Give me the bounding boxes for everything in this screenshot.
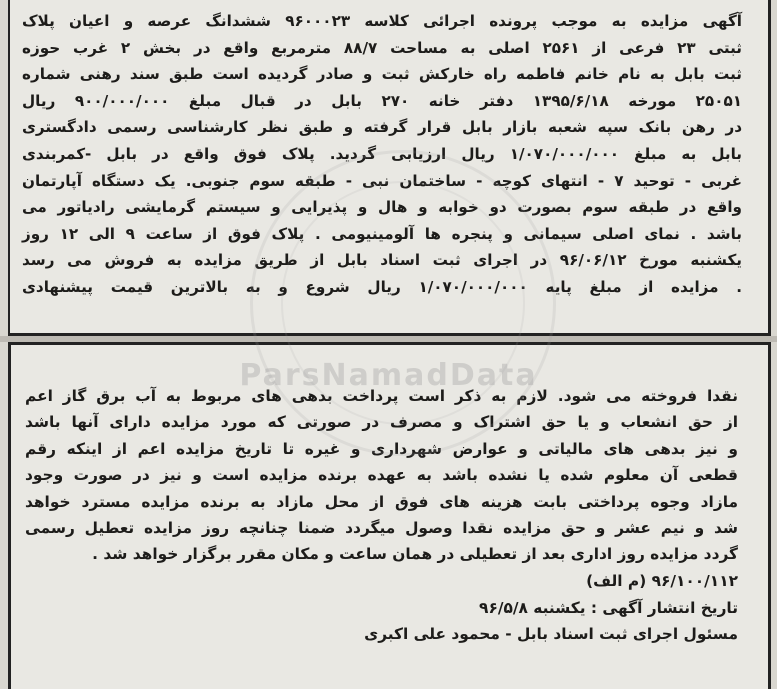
text-line: شد و نیم عشر و حق مزایده نقدا وصول میگردد ضمنا چنانچه روز مزایده تعطیل رسمی bbox=[25, 519, 738, 538]
text-line: و نیز بدهی های مالیاتی و عوارض شهرداری و غیره تا تاریخ مزایده اعم از اینکه رقم bbox=[25, 439, 738, 458]
text-line: . مزایده از مبلغ پایه ۱/۰۷۰/۰۰۰/۰۰۰ ریال شروع و به بالاترین قیمت پیشنهادی bbox=[22, 277, 743, 296]
reference-number: ۹۶/۱۰۰/۱۱۲ (م الف) bbox=[586, 571, 738, 590]
text-line: در رهن بانک سپه شعبه بازار بابل قرار گرفته و طبق نظر کارشناسی رسمی دادگستری bbox=[22, 118, 742, 137]
watermark-text: ParsNamadData bbox=[239, 358, 538, 393]
auction-notice-part-2 bbox=[8, 342, 771, 689]
text-line: از حق انشعاب و یا حق اشتراک و مصرف در صورتی که مورد مزایده دارای آنها باشد bbox=[25, 413, 738, 432]
text-line: ۲۵۰۵۱ مورخه ۱۳۹۵/۶/۱۸ دفتر خانه ۲۷۰ بابل در قبال مبلغ ۹۰۰/۰۰۰/۰۰۰ ریال bbox=[22, 91, 743, 110]
text-line: واقع در طبقه سوم بصورت دو خوابه و هال و پذیرایی و سیستم گرمایشی رادیاتور می bbox=[22, 198, 742, 217]
notice-footer bbox=[25, 568, 738, 648]
text-line: باشد . نمای اصلی سیمانی و پنجره ها آلومینیومی . پلاک فوق از ساعت ۹ الی ۱۲ روز bbox=[22, 224, 742, 243]
publish-date: تاریخ انتشار آگهی : یکشنبه ۹۶/۵/۸ bbox=[479, 598, 738, 617]
text-line: گردد مزایده روز اداری بعد از تعطیلی در همان ساعت و مکان مقرر برگزار خواهد شد . bbox=[92, 545, 738, 564]
text-line: بابل به مبلغ ۱/۰۷۰/۰۰۰/۰۰۰ ریال ارزیابی گردید. پلاک فوق واقع در بابل -کمربندی bbox=[22, 144, 742, 163]
text-line: مازاد وجوه پرداختی بابت هزینه های فوق از محل مازاد به برنده مزایده مسترد خواهد bbox=[25, 492, 738, 511]
text-line: آگهی مزایده به موجب پرونده اجرائی کلاسه ۹۶۰۰۰۲۳ ششدانگ عرصه و اعیان پلاک bbox=[22, 12, 742, 30]
notice-body-part-2 bbox=[25, 383, 738, 568]
text-line: نقدا فروخته می شود. لازم به ذکر است پرداخت بدهی های مربوط به آب برق گاز اعم bbox=[25, 387, 738, 405]
text-line: ثبتی ۲۳ فرعی از ۲۵۶۱ اصلی به مساحت ۸۸/۷ مترمربع واقع در بخش ۲ غرب حوزه bbox=[22, 38, 742, 57]
text-line: یکشنبه مورخ ۹۶/۰۶/۱۲ در اجرای ثبت اسناد بابل از طریق مزایده به فروش می رسد bbox=[22, 251, 742, 270]
text-line: قطعی آن معلوم شده یا نشده باشد به عهده برنده مزایده است و نیز در صورت وجود bbox=[25, 466, 738, 485]
notice-body-part-1 bbox=[22, 8, 742, 301]
auction-notice-part-1 bbox=[8, 0, 771, 336]
text-line: ثبت بابل به نام خانم فاطمه راه خارکش ثبت و صادر گردیده است طبق سند رهنی شماره bbox=[22, 65, 742, 84]
signature-line: مسئول اجرای ثبت اسناد بابل - محمود علی اکبری bbox=[364, 625, 738, 644]
text-line: غربی - توحید ۷ - انتهای کوچه - ساختمان نبی - طبقه سوم جنوبی. یک دستگاه آپارتمان bbox=[22, 171, 743, 190]
